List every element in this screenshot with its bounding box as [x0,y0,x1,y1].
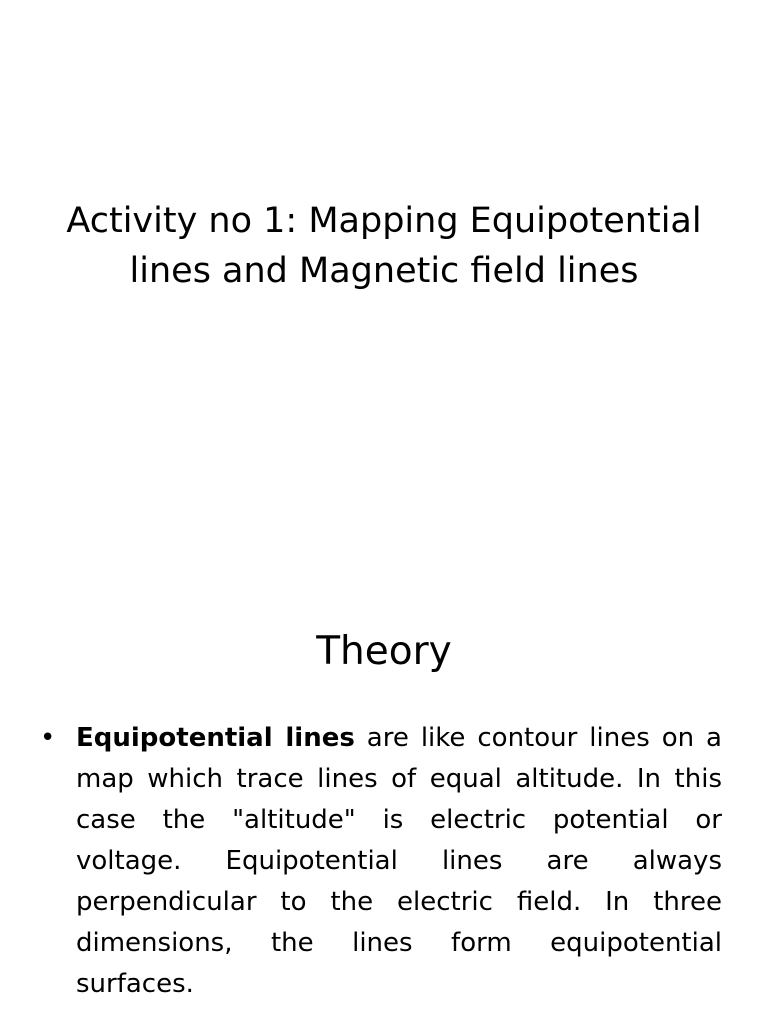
activity-title [40,196,728,296]
bullet-term: Equipotential lines [76,723,355,753]
theory-bullet-list [40,718,722,1005]
bullet-item [40,718,722,1005]
activity-title-line-2: lines and Magnetic field lines [129,251,639,291]
bullet-dot-icon: • [40,723,56,753]
activity-title-line-1: Activity no 1: Mapping Equipotential [66,201,702,241]
bullet-text: are like contour lines on a map which trace lines of equal altitude. In this case the "altitude" is electric potential or voltage. Equipotential lines are always perpendicular to the electric field. In three dimensions, the lines form equipotential surfaces. [76,723,722,999]
slide-theory [0,512,768,1024]
theory-heading: Theory [316,629,452,674]
